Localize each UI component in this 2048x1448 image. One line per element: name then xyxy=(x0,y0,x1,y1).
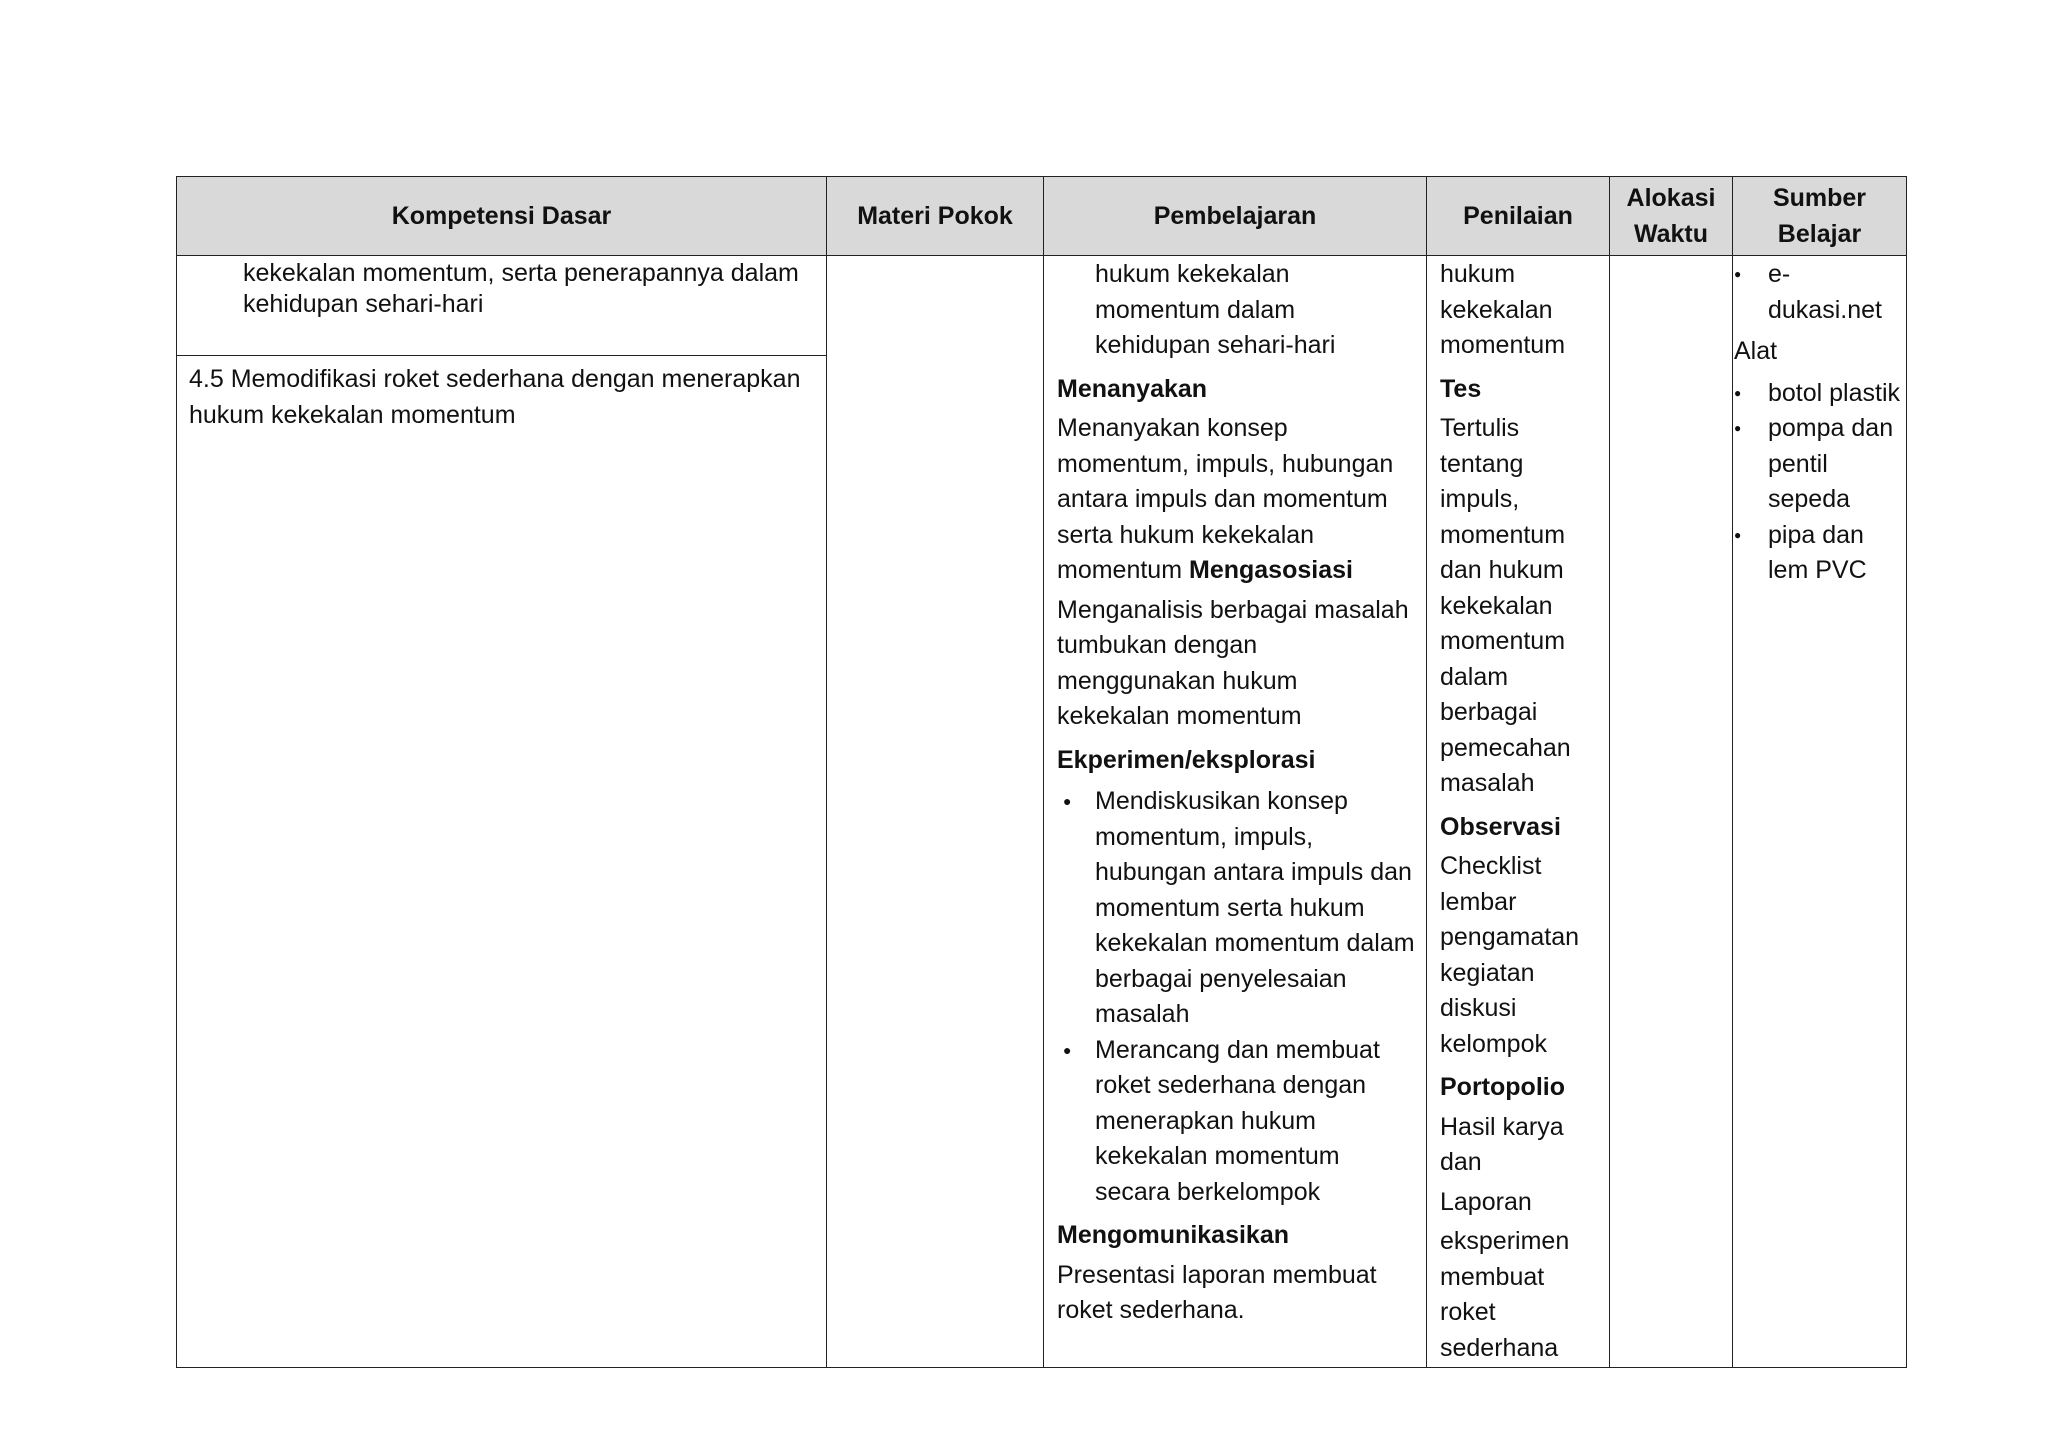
header-materi-pokok: Materi Pokok xyxy=(827,177,1044,256)
list-item: ● Mendiskusikan konsep momentum, impuls, hubungan antara impuls dan momentum serta hukum kekekalan momentum dalam berbagai penyelesaian masalah xyxy=(1057,784,1415,1033)
portopolio-text: Hasil karya dan xyxy=(1440,1112,1564,1176)
header-pembelajaran: Pembelajaran xyxy=(1044,177,1427,256)
alat-list xyxy=(1734,376,1901,589)
asosiasi-text: Menganalisis berbagai masalah tumbukan dengan menggunakan hukum kekekalan momentum xyxy=(1057,595,1409,730)
list-item: ● pompa dan pentil sepeda xyxy=(1734,411,1901,518)
header-sumber-belajar: Sumber Belajar xyxy=(1733,177,1907,256)
observasi-text: Checklist lembar pengamatan kegiatan diskusi kelompok xyxy=(1440,852,1580,1058)
asosiasi-heading: Mengasosiasi xyxy=(1189,556,1353,584)
portopolio-text: eksperimen membuat roket sederhana xyxy=(1440,1227,1570,1362)
pembelajaran-cell xyxy=(1044,256,1427,1368)
list-item: ● botol plastik xyxy=(1734,376,1901,412)
eksperimen-heading: Ekperimen/eksplorasi xyxy=(1057,745,1316,774)
portopolio-text: Laporan xyxy=(1440,1187,1532,1216)
alokasi-waktu-cell xyxy=(1610,256,1733,1368)
komunikasi-text: Presentasi laporan membuat roket sederhana. xyxy=(1057,1260,1377,1324)
header-kompetensi-dasar: Kompetensi Dasar xyxy=(177,177,827,256)
header-penilaian: Penilaian xyxy=(1427,177,1610,256)
pembelajaran-continuation: hukum kekekalan momentum dalam kehidupan sehari-hari xyxy=(1095,260,1336,359)
table-row xyxy=(177,256,1907,1368)
kd-continuation: kekekalan momentum, serta penerapannya dalam kehidupan sehari-hari xyxy=(177,256,826,356)
penilaian-cell xyxy=(1427,256,1610,1368)
menanya-heading: Menanyakan xyxy=(1057,374,1208,403)
tes-heading: Tes xyxy=(1440,374,1482,403)
komunikasi-heading: Mengomunikasikan xyxy=(1057,1221,1289,1249)
sumber-belajar-cell xyxy=(1733,256,1907,1368)
list-item: ● e-dukasi.net xyxy=(1734,257,1901,328)
alat-label: Alat xyxy=(1734,337,1778,365)
list-item: ● Merancang dan membuat roket sederhana dengan menerapkan hukum kekekalan momentum secara berkelompok xyxy=(1057,1033,1415,1211)
header-alokasi-waktu: Alokasi Waktu xyxy=(1610,177,1733,256)
kd-item-4-5: 4.5 Memodifikasi roket sederhana dengan menerapkan hukum kekekalan momentum xyxy=(189,365,801,429)
list-item: ● pipa dan lem PVC xyxy=(1734,518,1901,589)
sumber-list xyxy=(1734,257,1901,328)
penilaian-continuation: hukum kekekalan momentum xyxy=(1440,260,1566,359)
menanya-text: Menanyakan konsep momentum, impuls, hubungan antara impuls dan momentum serta hukum kekekalan momentum Mengasosiasi xyxy=(1057,414,1394,584)
syllabus-table xyxy=(176,176,1907,1368)
eksperimen-list xyxy=(1057,784,1415,1210)
observasi-heading: Observasi xyxy=(1440,812,1561,841)
portopolio-heading: Portopolio xyxy=(1440,1073,1565,1101)
tes-text: Tertulis tentang impuls, momentum dan hukum kekekalan momentum dalam berbagai pemecahan masalah xyxy=(1440,414,1571,797)
header-row xyxy=(177,177,1907,256)
materi-pokok-cell xyxy=(827,256,1044,1368)
kompetensi-dasar-cell xyxy=(177,256,827,1368)
